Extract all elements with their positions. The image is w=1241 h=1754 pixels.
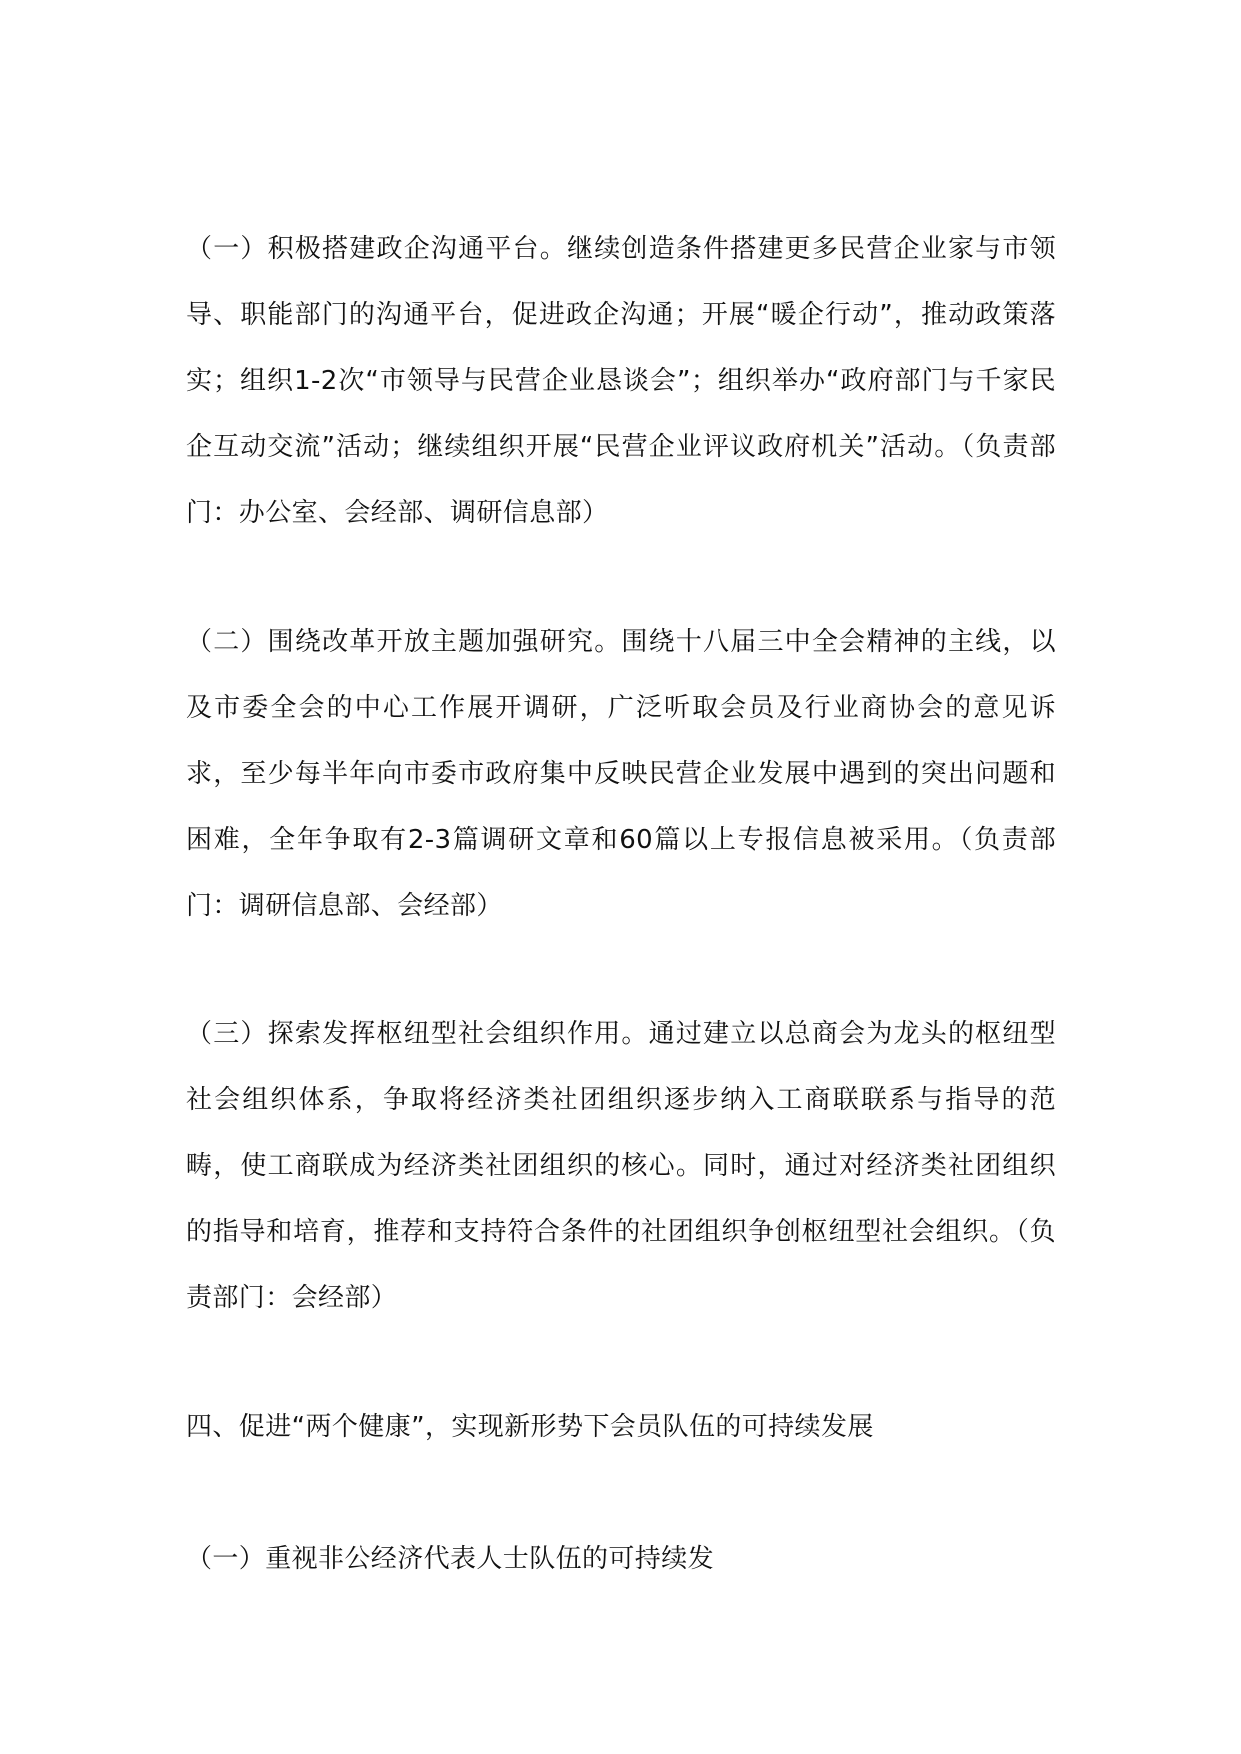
paragraph-representatives-team: （一）重视非公经济代表人士队伍的可持续发 [186,1544,715,1574]
paragraph-reform-research: （二）围绕改革开放主题加强研究。围绕十八届三中全会精神的主线，以及市委全会的中心工作展开调研，广泛听取会员及行业商协会的意见诉求，至少每半年向市委市政府集中反映民营企业发展中遇到的突出问题和困难，全年争取有2-3篇调研文章和60篇以上专报信息被采用。（负责部门：调研信息部、会经部） [186,627,1056,921]
paragraph-hub-organizations: （三）探索发挥枢纽型社会组织作用。通过建立以总商会为龙头的枢纽型社会组织体系，争取将经济类社团组织逐步纳入工商联联系与指导的范畴，使工商联成为经济类社团组织的核心。同时，通过对经济类社团组织的指导和培育，推荐和支持符合条件的社团组织争创枢纽型社会组织。（负责部门：会经部） [186,1019,1056,1313]
paragraph-platform-building: （一）积极搭建政企沟通平台。继续创造条件搭建更多民营企业家与市领导、职能部门的沟通平台，促进政企沟通；开展“暖企行动”，推动政策落实；组织1-2次“市领导与民营企业恳谈会”；组织举办“政府部门与千家民企互动交流”活动；继续组织开展“民营企业评议政府机关”活动。（负责部门：办公室、会经部、调研信息部） [186,234,1056,528]
section-heading: 四、促进“两个健康”，实现新形势下会员队伍的可持续发展 [186,1412,874,1442]
